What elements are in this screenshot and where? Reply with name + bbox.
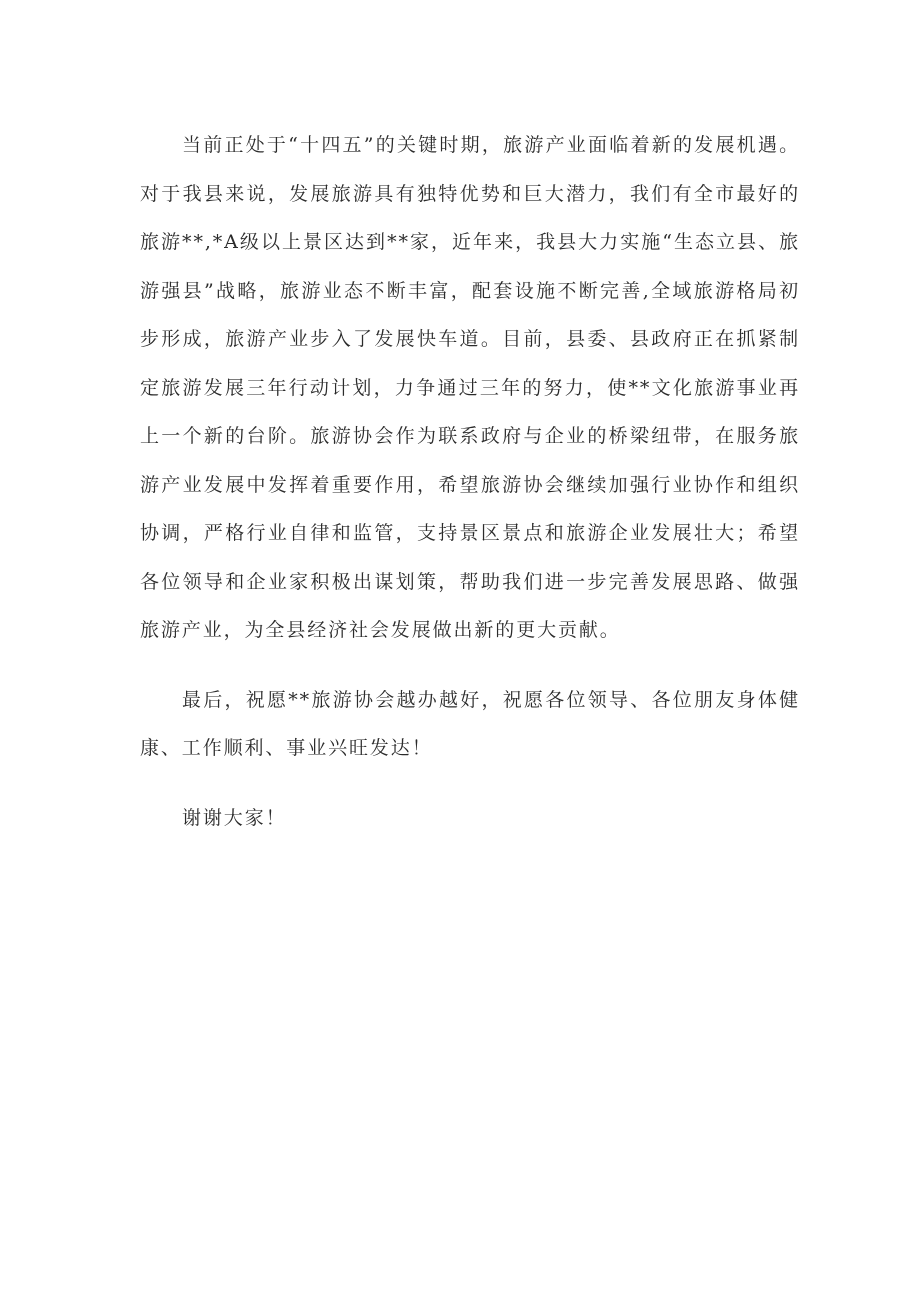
body-paragraph: 当前正处于“十四五”的关键时期，旅游产业面临着新的发展机遇。对于我县来说，发展旅游具有独特优势和巨大潜力，我们有全市最好的旅游**,*A级以上景区达到**家，近年来，我县大力实施“生态立县、旅游强县”战略，旅游业态不断丰富，配套设施不断完善,全域旅游格局初步形成，旅游产业步入了发展快车道。目前，县委、县政府正在抓紧制定旅游发展三年行动计划，力争通过三年的努力，使**文化旅游事业再上一个新的台阶。旅游协会作为联系政府与企业的桥梁纽带，在服务旅游产业发展中发挥着重要作用，希望旅游协会继续加强行业协作和组织协调，严格行业自律和监管，支持景区景点和旅游企业发展壮大；希望各位领导和企业家积极出谋划策，帮助我们进一步完善发展思路、做强旅游产业，为全县经济社会发展做出新的更大贡献。 <box>140 134 800 641</box>
thanks-paragraph: 谢谢大家！ <box>182 806 287 829</box>
document-body <box>140 121 800 842</box>
closing-wishes-paragraph: 最后，祝愿**旅游协会越办越好，祝愿各位领导、各位朋友身体健康、工作顺利、事业兴旺发达！ <box>140 688 800 759</box>
